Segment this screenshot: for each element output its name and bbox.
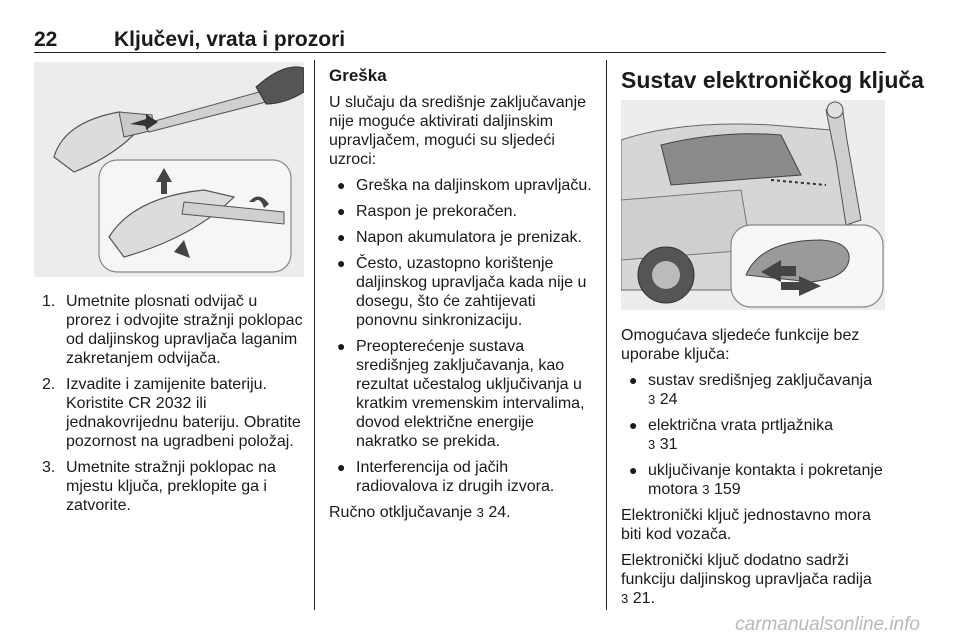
fault-intro: U slučaju da središnje zaključavanje nije moguće aktivirati daljinskim upravljačem, mogući su sljedeći uzroci: xyxy=(329,94,587,168)
left-column xyxy=(42,292,304,522)
electronic-key-functions-list xyxy=(621,371,889,499)
electronic-key-para2: Elektronički ključ dodatno sadrži funkciju daljinskog upravljača radija 3 21. xyxy=(621,552,872,607)
step-item: 1. Umetnite plosnati odvijač u prorez i odvojite stražnji poklopac od daljinskog upravljača laganim zakretanjem odvijača. xyxy=(42,293,303,367)
page-reference-link[interactable]: 3 24. xyxy=(476,504,511,521)
list-item: ● Interferencija od jačih radiovalova iz drugih izvora. xyxy=(337,459,555,495)
reference-arrow-icon: 3 xyxy=(476,505,484,520)
electronic-key-intro: Omogućava sljedeće funkcije bez uporabe ključa: xyxy=(621,327,860,363)
list-item: ● Greška na daljinskom upravljaču. xyxy=(337,177,592,194)
site-watermark: carmanualsonline.info xyxy=(735,614,920,635)
chapter-title: Ključevi, vrata i prozori xyxy=(114,28,346,51)
page-reference-link[interactable]: 3 31 xyxy=(648,436,678,453)
list-item: ● uključivanje kontakta i pokretanje motora 3 159 xyxy=(629,462,883,498)
fault-causes-list xyxy=(329,176,594,496)
page-header xyxy=(34,28,886,54)
step-item: 3. Umetnite stražnji poklopac na mjestu ključa, preklopite ga i zatvorite. xyxy=(42,459,276,514)
page-number: 22 xyxy=(34,28,58,51)
list-item: ● sustav središnjeg zaključavanja 3 24 xyxy=(629,372,873,408)
list-item: ● električna vrata prtljažnika 3 31 xyxy=(629,417,833,453)
list-item: ● Napon akumulatora je prenizak. xyxy=(337,229,582,246)
page-reference-link[interactable]: 3 21. xyxy=(621,590,655,607)
car-door-illustration xyxy=(621,100,885,310)
key-screwdriver-drawing xyxy=(34,62,304,277)
reference-arrow-icon: 3 xyxy=(702,482,710,497)
column-divider-left xyxy=(314,60,315,610)
fault-heading: Greška xyxy=(329,66,387,85)
reference-arrow-icon: 3 xyxy=(648,437,656,452)
list-item: ● Često, uzastopno korištenje daljinskog upravljača kada nije u dosegu, što će zahtijevati ponovnu sinkronizaciju. xyxy=(337,255,587,329)
page-reference-link[interactable]: 3 24 xyxy=(648,391,678,408)
step-item: 2. Izvadite i zamijenite bateriju. Koristite CR 2032 ili jednakovrijednu bateriju. Obratite pozornost na ugradbeni položaj. xyxy=(42,376,301,450)
middle-column xyxy=(329,66,594,529)
right-column-body xyxy=(621,326,889,615)
column-divider-right xyxy=(606,60,607,610)
reference-arrow-icon: 3 xyxy=(621,591,629,606)
manual-unlock-line: Ručno otključavanje 3 24. xyxy=(329,504,511,521)
key-battery-illustration xyxy=(34,62,304,277)
list-item: ● Preopterećenje sustava središnjeg zaključavanja, kao rezultat učestalog uključivanja u kratkim vremenskim intervalima, dovod električne energije nakratko se prekida. xyxy=(337,338,585,450)
battery-steps-list xyxy=(42,292,304,515)
electronic-key-para1: Elektronički ključ jednostavno mora biti kod vozača. xyxy=(621,507,871,543)
header-rule xyxy=(34,52,886,53)
list-item: ● Raspon je prekoračen. xyxy=(337,203,517,220)
car-handle-drawing xyxy=(621,100,885,310)
page-reference-link[interactable]: 3 159 xyxy=(702,481,741,498)
right-column xyxy=(621,66,924,94)
electronic-key-heading: Sustav elektroničkog ključa xyxy=(621,67,924,93)
reference-arrow-icon: 3 xyxy=(648,392,656,407)
